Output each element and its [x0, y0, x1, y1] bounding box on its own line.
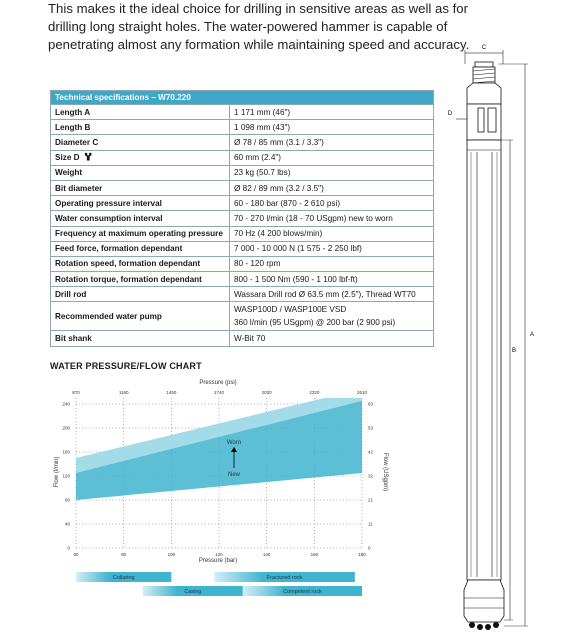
- intro-line: drilling long straight holes. The water-powered hammer is capable of: [48, 19, 448, 34]
- formation-bars: [76, 572, 362, 596]
- y-tick-label: 200: [62, 425, 70, 431]
- intro-line: This makes it the ideal choice for drilling in sensitive areas as well as for: [48, 1, 468, 16]
- worn-label: Worn: [226, 440, 242, 446]
- band-group: [76, 389, 362, 500]
- spec-label: Length A: [51, 105, 230, 120]
- right-tick-label: 42: [368, 449, 374, 455]
- spec-row: [51, 105, 434, 120]
- dimension-b-label: B: [512, 348, 517, 354]
- spec-row: [51, 272, 434, 287]
- spec-value: WASP100D / WASP100E VSD: [234, 305, 347, 315]
- spec-row: [51, 241, 434, 256]
- spec-row: [51, 180, 434, 195]
- right-tick-label: 63: [368, 401, 374, 407]
- top-axis-label: Pressure (psi): [199, 380, 237, 386]
- spec-value: Ø 82 / 89 mm (3.2 / 3.5"): [230, 180, 434, 195]
- x-tick-label: 60: [73, 552, 79, 557]
- spec-value: 800 - 1 500 Nm (590 - 1 100 lbf-ft): [230, 272, 434, 287]
- spec-label: Size D: [55, 153, 80, 163]
- chart-areas: [76, 389, 362, 500]
- spec-label: Frequency at maximum operating pressure: [51, 226, 230, 241]
- right-tick-label: 21: [368, 497, 374, 503]
- spec-row: [51, 287, 434, 302]
- wrench-flat: [478, 108, 484, 132]
- spec-row: [51, 196, 434, 211]
- thread-top: [475, 62, 493, 67]
- y-tick-label: 240: [62, 401, 70, 407]
- new-label: New: [227, 472, 241, 478]
- top-tick-label: 870: [72, 390, 80, 395]
- spec-value: 80 - 120 rpm: [230, 256, 434, 271]
- top-tick-label: 2030: [261, 390, 272, 395]
- spec-value: W-Bit 70: [230, 331, 434, 346]
- spec-label: Operating pressure interval: [51, 196, 230, 211]
- hammer-body: [467, 140, 501, 580]
- formation-bar-label: Casing: [184, 589, 202, 595]
- top-tick-label: 1740: [213, 390, 225, 395]
- intro-text: [48, 0, 470, 54]
- x-tick-label: 160: [310, 552, 319, 557]
- spec-label: Feed force, formation dependant: [51, 241, 230, 256]
- spec-row: [51, 256, 434, 271]
- drill-bit: [464, 580, 504, 622]
- spec-row: [51, 211, 434, 226]
- spec-label: Bit shank: [51, 331, 230, 346]
- y-tick-label: 40: [64, 521, 70, 527]
- spec-value: Ø 78 / 85 mm (3.1 / 3.3"): [230, 135, 434, 150]
- spec-value: Wassara Drill rod Ø 63.5 mm (2.5"), Thread WT70: [230, 287, 434, 302]
- spec-row: [51, 120, 434, 135]
- spec-label: Bit diameter: [51, 180, 230, 195]
- spec-label: Recommended water pump: [51, 302, 230, 331]
- x-tick-label: 80: [121, 552, 127, 557]
- spec-label: Length B: [51, 120, 230, 135]
- x-tick-label: 100: [167, 552, 176, 557]
- spec-value: 1 098 mm (43"): [230, 120, 434, 135]
- dimension-c-label: C: [481, 45, 487, 51]
- x-tick-label: 140: [262, 552, 271, 557]
- spec-label-cell: [51, 150, 230, 165]
- y-tick-label: 0: [67, 545, 70, 551]
- right-tick-label: 53: [368, 425, 374, 431]
- top-tick-label: 1450: [166, 390, 177, 395]
- top-tick-label: 2320: [309, 390, 320, 395]
- spec-value: 60 mm (2.4"): [230, 150, 434, 165]
- spec-row: [51, 135, 434, 150]
- x-axis-label: Pressure (bar): [198, 558, 238, 564]
- right-tick-label: 32: [368, 473, 374, 479]
- spec-value: 70 Hz (4 200 blows/min): [230, 226, 434, 241]
- spec-label: Rotation speed, formation dependant: [51, 256, 230, 271]
- wrench-icon: [84, 152, 93, 161]
- spec-value-cell: [230, 302, 434, 331]
- bit-buttons: [469, 622, 499, 630]
- spec-table-header: [51, 91, 434, 105]
- spec-label: Drill rod: [51, 287, 230, 302]
- intro-line: penetrating almost any formation while maintaining speed and accuracy.: [48, 37, 470, 52]
- right-tick-label: 11: [368, 521, 373, 527]
- y-tick-label: 160: [62, 449, 70, 455]
- top-tick-label: 2610: [356, 390, 368, 395]
- spec-row: [51, 226, 434, 241]
- spec-value: 70 - 270 l/min (18 - 70 USgpm) new to worn: [230, 211, 434, 226]
- top-tick-label: 1160: [118, 390, 129, 395]
- x-tick-label: 120: [215, 552, 223, 557]
- y-tick-label: 80: [64, 497, 70, 503]
- spec-row: [51, 302, 434, 331]
- spec-value: 7 000 - 10 000 N (1 575 - 2 250 lbf): [230, 241, 434, 256]
- shoulder: [467, 83, 501, 104]
- right-tick-label: 0: [368, 545, 371, 551]
- spec-value-secondary: 360 l/min (95 USgpm) @ 200 bar (2 900 psi): [234, 318, 396, 328]
- spec-value: 23 kg (50.7 lbs): [230, 165, 434, 180]
- spec-label: Water consumption interval: [51, 211, 230, 226]
- hammer-drawing: [440, 42, 550, 642]
- spec-table-title: Technical specifications – W70.220: [51, 91, 434, 105]
- spec-table: [50, 90, 434, 347]
- spec-value: 60 - 180 bar (870 - 2 610 psi): [230, 196, 434, 211]
- y-axis-label: Flow (l/min): [54, 456, 60, 488]
- dimension-d-label: D: [447, 111, 453, 117]
- spec-row: [51, 150, 434, 165]
- spec-row: [51, 331, 434, 346]
- x-tick-label: 180: [358, 552, 366, 557]
- formation-bar-label: Collaring: [112, 575, 135, 581]
- spec-value: 1 171 mm (46"): [230, 105, 434, 120]
- wrench-flat: [488, 108, 496, 132]
- formation-bar-label: Competent rock: [283, 589, 322, 595]
- spec-label: Weight: [51, 165, 230, 180]
- spec-label: Diameter C: [51, 135, 230, 150]
- chart-title: WATER PRESSURE/FLOW CHART: [50, 361, 202, 371]
- dimension-a-label: A: [530, 332, 535, 338]
- formation-bar-label: Fractured rock: [266, 575, 303, 581]
- pressure-flow-chart: [46, 372, 386, 602]
- spec-row: [51, 165, 434, 180]
- right-axis-label: Flow (USgpm): [382, 452, 388, 492]
- y-tick-label: 120: [62, 473, 70, 479]
- spec-label: Rotation torque, formation dependant: [51, 272, 230, 287]
